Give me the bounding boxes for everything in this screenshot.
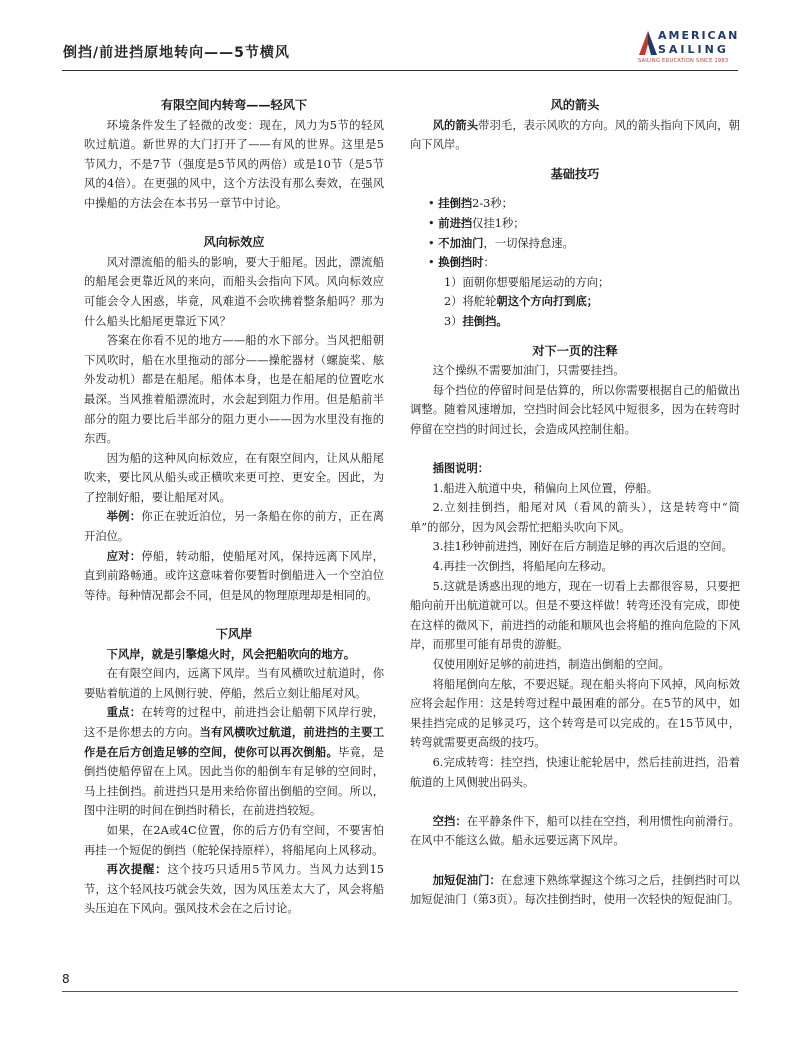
paragraph-wind-arrow [410,116,740,155]
list-item: • 不加油门，一切保持怠速。 [428,235,574,250]
page-number: 8 [62,972,70,986]
section-title-weathervane: 风向标效应 [203,235,265,250]
illustration-note: 5.这就是诱惑出现的地方，现在一切看上去都很容易，只要把船向前开出航道就可以。但是不要这样做！转弯还没有完成，即使在这样的微风下，前进挡的动能和顺风也会将船的推向危险的下风岸，而那里可能有昂贵的游艇。 [410,579,740,652]
illustration-note: 4.再挂一次倒挡，将船尾向左移动。 [432,560,613,574]
section-title-limited-space: 有限空间内转弯——轻风下 [160,98,308,112]
american-sailing-logo [636,28,740,68]
logo-line-2: SAILING [658,43,729,56]
page-header-title: 倒挡/前进挡原地转向——5节横风 [63,45,290,61]
example-label: 举例： [106,509,142,524]
neutral-text: 在平静条件下，船可以挂在空挡，利用惯性向前滑行。在风中不能这么做。船永远要远离下风岸。 [410,814,740,848]
section-title-lee-shore: 下风岸 [215,627,253,642]
list-item: • 前进挡仅挂1秒； [428,215,525,230]
section-title-notes: 对下一页的注释 [532,343,618,358]
list-sub-item: 2）将舵轮朝这个方向打到底； [444,294,599,309]
key-point-label: 重点： [106,705,142,720]
section-title-basic-technique: 基础技巧 [550,166,600,181]
paragraph-key-point [84,703,384,821]
technique-list [410,194,740,331]
lee-shore-definition: 下风岸，就是引擎熄火时，风会把船吹向的地方。 [106,646,356,661]
paragraph: 如果，在2A或4C位置，你的后方仍有空间，不要害怕再挂一个短促的倒挡（舵轮保持原样），将船尾向上风移动。 [84,823,384,857]
response-text: 停船，转动船，使船尾对风，保持远离下风岸，直到前路畅通。或许这意味着你要暂时倒船进入一个空泊位等待。每种情况都会不同，但是风的物理原理却是相同的。 [84,549,384,602]
logo-tagline: SAILING EDUCATION SINCE 1983 [638,58,729,64]
paragraph-reminder [84,860,384,919]
header-divider [62,70,738,71]
illustration-notes-title: 插图说明： [432,461,490,476]
list-item: • 换倒挡时： [428,255,495,270]
reminder-text: 这个技巧只适用5节风力。当风力达到15节，这个轻风技巧就会失效，因为风压差太大了，风会将船头压迫在下风向。强风技术会在之后讨论。 [84,863,384,916]
list-sub-item: 1）面朝你想要船尾运动的方向； [444,275,610,289]
footer-divider [62,991,738,992]
throttle-text: 在怠速下熟练掌握这个练习之后，挂倒挡时可以加短促油门（第3页）。每次挂倒挡时，使用一次轻快的短促油门。 [410,873,740,907]
paragraph: 在有限空间内，远离下风岸。当有风横吹过航道时，你要贴着航道的上风侧行驶、停船，然后立刻让船尾对风。 [84,667,384,700]
list-sub-item: 3）挂倒挡。 [444,313,508,328]
section-title-wind-arrow: 风的箭头 [550,98,600,112]
paragraph: 这个操纵不需要加油门，只需要挂挡。 [432,364,625,378]
wind-arrow-text: 带羽毛，表示风吹的方向。风的箭头指向下风向，朝向下风岸。 [410,118,740,152]
paragraph: 每个挡位的停留时间是估算的，所以你需要根据自己的船做出调整。随着风速增加，空挡时间会比轻风中短很多，因为在转弯时停留在空挡的时间过长，会造成风控制住船。 [410,383,740,436]
example-text: 你正在驶近泊位，另一条船在你的前方，正在离开泊位。 [84,510,384,544]
illustration-note: 6.完成转弯：挂空挡，快速让舵轮居中，然后挂前进挡，沿着航道的上风侧驶出码头。 [410,756,740,789]
list-item: • 挂倒挡2-3秒； [428,196,513,211]
illustration-note: 仅使用刚好足够的前进挡，制造出倒船的空间。 [432,658,670,672]
sail-logo-icon [636,30,660,56]
illustration-note: 将船尾倒向左舷，不要迟疑。现在船头将向下风掉，风向标效应将会起作用：这是转弯过程中最困难的部分。在5节的风中，如果挂挡完成的足够灵巧，这个转弯是可以完成的。在15节风中，转弯就需要更高级的技巧。 [410,677,740,750]
reminder-label: 再次提醒： [106,862,168,877]
illustration-note: 3.挂1秒钟前进挡，刚好在后方制造足够的再次后退的空间。 [432,540,733,554]
throttle-label: 加短促油门： [432,872,501,887]
logo-line-1: AMERICAN [658,29,740,42]
illustration-note: 2.立刻挂倒挡，船尾对风（看风的箭头），这是转弯中“简单”的部分，因为风会帮忙把船头吹向下风。 [410,501,740,534]
response-label: 应对： [106,548,142,563]
paragraph: 答案在你看不见的地方——船的水下部分。当风把船朝下风吹时，船在水里拖动的部分——操舵器材（螺旋桨、舷外发动机）都是在船尾。船体本身，也是在船尾的位置吃水最深。当风推着船漂流时，水会起到阻力作用。但是船前半部分的阻力要比后半部分的阻力更小——因为水里没有拖的东西。 [84,334,384,446]
paragraph: 环境条件发生了轻微的改变：现在，风力为5节的轻风吹过航道。新世界的大门打开了——有风的世界。这里是5节风力，不是7节（强度是5节风的两倍）或是10节（是5节风的4倍）。在更强的风中，这个方法没有那么奏效，在强风中操船的方法会在本书另一章节中讨论。 [84,118,384,210]
left-column [84,96,384,919]
wind-arrow-label: 风的箭头 [432,117,479,132]
key-point-text-b: 毕竟，是倒挡使船停留在上风。因此当你的船倒车有足够的空间时，马上挂倒挡。前进挡只是用来给你留出倒船的空间。所以，图中注明的时间在倒挡时稍长，在前进挡较短。 [84,745,384,818]
paragraph-throttle [410,871,740,910]
key-point-bold: 当有风横吹过航道，前进挡的主要工作是在后方创造足够的空间，使你可以再次倒船。 [84,725,384,759]
key-point-text-a: 在转弯的过程中，前进挡会让船朝下风岸行驶，这不是你想去的方向。 [84,706,384,739]
paragraph-response [84,547,384,606]
illustration-note: 1.船进入航道中央，稍偏向上风位置，停船。 [432,481,659,495]
paragraph-neutral [410,812,740,851]
right-column [410,96,740,910]
paragraph-lead [84,645,384,665]
paragraph-example [84,507,384,546]
paragraph: 因为船的这种风向标效应，在有限空间内，让风从船尾吹来，要比风从船头或正横吹来更可控、更安全。因此，为了控制好船，要让船尾对风。 [84,451,384,504]
neutral-label: 空挡： [432,813,467,828]
paragraph: 风对漂流船的船头的影响，要大于船尾。因此，漂流船的船尾会更靠近风的来向，而船头会指向下风。风向标效应可能会令人困惑，毕竟，风难道不会吹拂着整条船吗？那为什么船头比船尾更靠近下风？ [84,255,384,328]
